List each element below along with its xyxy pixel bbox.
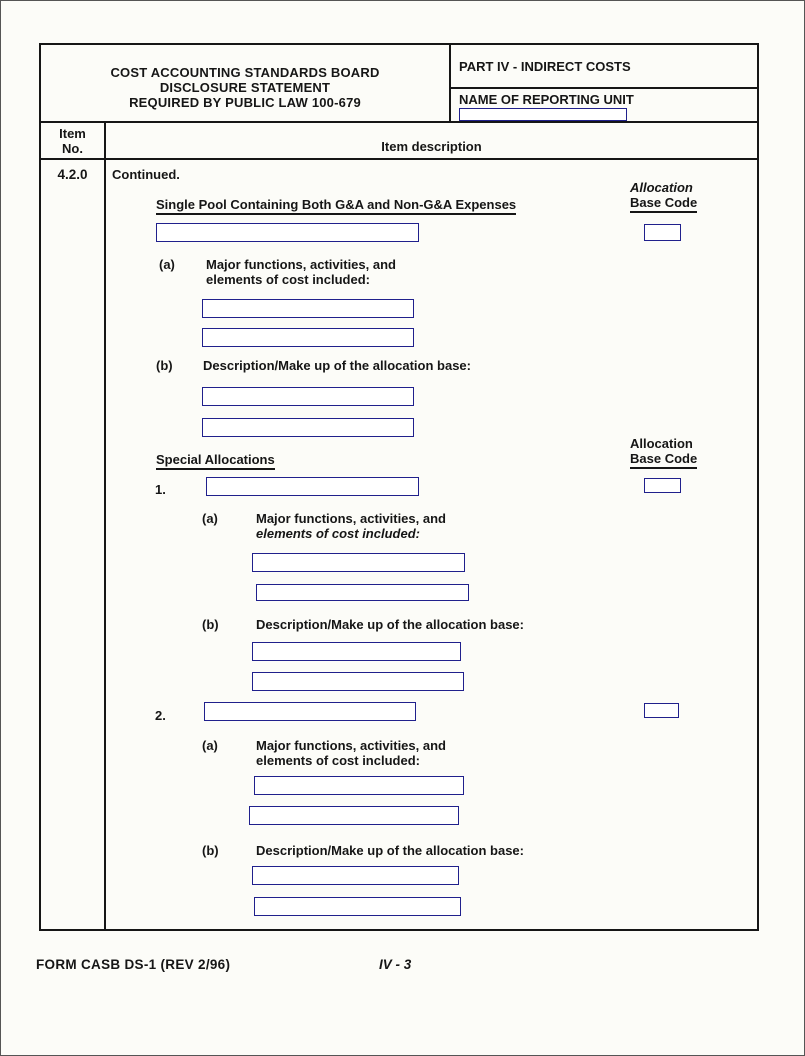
major-functions-line1: Major functions, activities, and	[256, 511, 446, 526]
special-allocation-1-functions-field-1[interactable]	[252, 553, 465, 572]
item-description-label: Item description	[381, 139, 482, 154]
label-a: (a)	[202, 511, 218, 526]
special-allocation-1-base-code-field[interactable]	[644, 478, 681, 493]
reporting-unit-label: NAME OF REPORTING UNIT	[459, 92, 634, 107]
single-pool-base-desc-field-2[interactable]	[202, 418, 414, 437]
label-b: (b)	[202, 843, 219, 858]
major-functions-line1: Major functions, activities, and	[206, 257, 396, 272]
special-allocation-2-name-field[interactable]	[204, 702, 416, 721]
allocation-base-code-header-2	[630, 436, 697, 469]
disclosure-form-table	[39, 43, 759, 931]
label-b: (b)	[202, 617, 219, 632]
form-header-row	[41, 45, 757, 123]
description-base-label: Description/Make up of the allocation base:	[256, 617, 524, 632]
allocation-label-2: Allocation	[630, 436, 693, 451]
column-header-row	[41, 123, 757, 160]
item-no-column-header	[41, 123, 106, 158]
special-allocation-1-allocation-base-caption	[202, 617, 524, 632]
page-number: IV - 3	[379, 957, 412, 972]
special-allocation-1-number: 1.	[155, 482, 166, 497]
form-title-line2: DISCLOSURE STATEMENT	[159, 79, 331, 95]
major-functions-line1: Major functions, activities, and	[256, 738, 446, 753]
label-a: (a)	[159, 257, 175, 272]
single-pool-name-field[interactable]	[156, 223, 419, 242]
single-pool-major-functions-caption	[159, 257, 396, 287]
item-description-column-header	[106, 123, 757, 158]
continued-label: Continued.	[112, 167, 180, 182]
base-code-label-1: Base Code	[630, 195, 697, 213]
special-allocation-2-major-functions-caption	[202, 738, 446, 768]
item-number: 4.2.0	[57, 167, 88, 182]
reporting-unit-field[interactable]	[459, 108, 627, 121]
special-allocation-1-name-field[interactable]	[206, 477, 419, 496]
special-allocation-2-functions-field-2[interactable]	[249, 806, 459, 825]
form-title-line3: REQUIRED BY PUBLIC LAW 100-679	[129, 94, 361, 110]
single-pool-functions-field-2[interactable]	[202, 328, 414, 347]
special-allocation-2-base-code-field[interactable]	[644, 703, 679, 718]
form-id-footer: FORM CASB DS-1 (REV 2/96)	[36, 957, 231, 972]
description-base-label: Description/Make up of the allocation base:	[256, 843, 524, 858]
single-pool-allocation-base-caption	[156, 358, 471, 373]
form-header-right	[451, 45, 757, 121]
base-code-label-2: Base Code	[630, 451, 697, 469]
special-allocation-1-base-desc-field-2[interactable]	[252, 672, 464, 691]
special-allocation-2-allocation-base-caption	[202, 843, 524, 858]
form-title-line1: COST ACCOUNTING STANDARDS BOARD	[110, 64, 380, 80]
single-pool-heading: Single Pool Containing Both G&A and Non-G&A Expenses	[156, 197, 516, 215]
single-pool-base-desc-field-1[interactable]	[202, 387, 414, 406]
item-no-header-line1: Item	[59, 126, 86, 141]
form-title-block	[41, 45, 451, 121]
special-allocation-2-base-desc-field-2[interactable]	[254, 897, 461, 916]
major-functions-line2: elements of cost included:	[256, 526, 420, 541]
item-description-cell	[106, 160, 757, 929]
major-functions-line2: elements of cost included:	[256, 753, 420, 768]
special-allocation-1-major-functions-caption	[202, 511, 446, 541]
item-number-cell	[41, 160, 106, 929]
part-title: PART IV - INDIRECT COSTS	[451, 45, 757, 89]
special-allocation-2-base-desc-field-1[interactable]	[252, 866, 459, 885]
special-allocation-2-functions-field-1[interactable]	[254, 776, 464, 795]
item-no-header-line2: No.	[62, 141, 83, 156]
allocation-base-code-header-1	[630, 180, 697, 213]
major-functions-line2: elements of cost included:	[206, 272, 370, 287]
reporting-unit-block	[451, 89, 757, 121]
description-base-label: Description/Make up of the allocation base:	[203, 358, 471, 373]
special-allocations-heading: Special Allocations	[156, 452, 275, 470]
special-allocation-2-number: 2.	[155, 708, 166, 723]
special-allocation-1-base-desc-field-1[interactable]	[252, 642, 461, 661]
single-pool-functions-field-1[interactable]	[202, 299, 414, 318]
allocation-label-1: Allocation	[630, 180, 693, 195]
item-row	[41, 160, 757, 929]
label-a: (a)	[202, 738, 218, 753]
single-pool-base-code-field[interactable]	[644, 224, 681, 241]
special-allocation-1-functions-field-2[interactable]	[256, 584, 469, 601]
label-b: (b)	[156, 358, 173, 373]
